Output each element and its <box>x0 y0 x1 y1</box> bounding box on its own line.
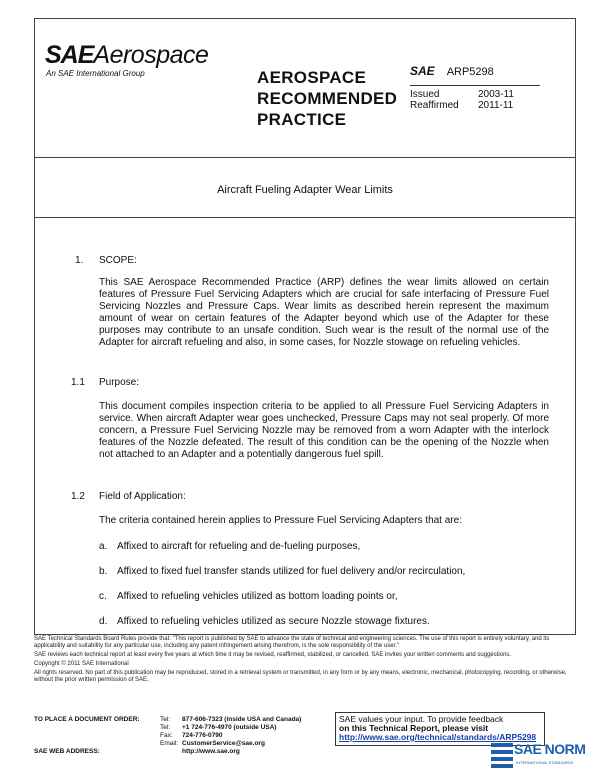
application-intro: The criteria contained herein applies to Pressure Fuel Servicing Adapters that are: <box>99 515 462 526</box>
item-text: Affixed to aircraft for refueling and de-fueling purposes, <box>117 541 361 552</box>
sae-mark: SAE <box>410 64 435 78</box>
divider <box>410 85 540 86</box>
issued-row <box>410 89 550 100</box>
reaffirmed-date: 2011-11 <box>478 100 514 111</box>
logo-tagline: An SAE International Group <box>46 69 145 78</box>
watermark-text: SAE NORM <box>514 741 586 757</box>
footer-copyright: Copyright © 2011 SAE International <box>34 661 129 667</box>
doc-type-line: PRACTICE <box>257 110 347 129</box>
list-item <box>99 566 465 578</box>
section-number: 1. <box>75 255 84 266</box>
fax-label: Fax: <box>160 732 173 739</box>
issued-label: Issued <box>410 89 440 100</box>
email-label: Email: <box>160 740 179 747</box>
email-link[interactable]: CustomerService@sae.org <box>182 740 265 747</box>
sae-aerospace-logo <box>45 43 208 78</box>
section-number: 1.1 <box>71 377 85 388</box>
logo-aerospace: Aerospace <box>93 41 209 69</box>
list-item <box>99 616 430 628</box>
doc-type-line: AEROSPACE <box>257 68 367 87</box>
footer-rights: All rights reserved. No part of this publication may be reproduced, stored in a retrieval system or transmitted, in any form or by any means, electronic, mechanical, photocopying, recording, or otherwise, without the prior written permission of SAE. <box>34 670 567 683</box>
reaffirmed-row <box>410 100 550 111</box>
watermark-subtext: INTERNATIONAL STANDARDS <box>516 760 574 765</box>
tel-outside: +1 724-776-4970 (outside USA) <box>182 724 277 731</box>
title-row <box>35 157 575 218</box>
standard-number: ARP5298 <box>446 66 494 78</box>
web-label: SAE WEB ADDRESS: <box>34 748 100 755</box>
tel-inside: 877-606-7323 (inside USA and Canada) <box>182 716 302 723</box>
item-letter: a. <box>99 541 108 552</box>
scope-paragraph: This SAE Aerospace Recommended Practice (ARP) defines the wear limits allowed on certain features of Pressure Fuel Servicing Adapters which are crucial for safe interfacing of Pressure Fuel Servicing Nozzles and Pressure Caps. Wear limits as described herein represent the maximum amount of wear on certain features of the Adapter beyond which use of the Adapter for these purposes may contribute to an unsafe condition. Such wear is the result of the normal use of the Adapter for aircraft refueling and also, in some cases, for Nozzle stowage on refueling vehicles. <box>99 277 549 348</box>
order-label: TO PLACE A DOCUMENT ORDER: <box>34 716 140 723</box>
section-number: 1.2 <box>71 491 85 502</box>
sae-norm-watermark <box>488 738 598 776</box>
document-title: Aircraft Fueling Adapter Wear Limits <box>217 184 393 196</box>
tel-label: Tel: <box>160 724 171 731</box>
order-contact-block <box>34 716 334 756</box>
item-text: Affixed to fixed fuel transfer stands utilized for fuel delivery and/or recirculation, <box>117 566 466 577</box>
document-header <box>35 19 575 158</box>
footer-rules: SAE Technical Standards Board Rules provide that: "This report is published by SAE to advance the state of technical and engineering sciences. The use of this report is entirely voluntary, and its applicability and suitability for any particular use, including any patent infringement arising therefrom, is the sole responsibility of the user." <box>34 636 550 649</box>
item-text: Affixed to refueling vehicles utilized as secure Nozzle stowage fixtures. <box>117 616 430 627</box>
section-application-heading <box>71 491 186 503</box>
feedback-line-2: on this Technical Report, please visit <box>339 723 489 733</box>
document-frame <box>34 18 576 635</box>
item-text: Affixed to refueling vehicles utilized as bottom loading points or, <box>117 591 398 602</box>
section-title: Purpose: <box>99 377 140 388</box>
item-letter: b. <box>99 566 108 577</box>
feedback-link[interactable]: http://www.sae.org/technical/standards/ARP5298 <box>339 732 537 742</box>
section-title: SCOPE: <box>99 255 137 266</box>
logo-sae: SAE <box>45 41 94 69</box>
standard-info <box>410 64 550 111</box>
document-type <box>257 67 417 130</box>
fax-number: 724-776-0790 <box>182 732 223 739</box>
legal-footer <box>34 636 574 686</box>
section-scope-heading <box>75 255 137 267</box>
footer-review: SAE reviews each technical report at least every five years at which time it may be revised, reaffirmed, stabilized, or cancelled. SAE invites your written comments and suggestions. <box>34 652 512 658</box>
reaffirmed-label: Reaffirmed <box>410 100 459 111</box>
issued-date: 2003-11 <box>478 89 514 100</box>
section-title: Field of Application: <box>99 491 186 502</box>
tel-label: Tel: <box>160 716 171 723</box>
section-purpose-heading <box>71 377 139 389</box>
doc-type-line: RECOMMENDED <box>257 89 398 108</box>
list-item <box>99 541 360 553</box>
item-letter: d. <box>99 616 108 627</box>
web-link[interactable]: http://www.sae.org <box>182 748 240 755</box>
list-item <box>99 591 398 603</box>
item-letter: c. <box>99 591 107 602</box>
purpose-paragraph: This document compiles inspection criteria to be applied to all Pressure Fuel Servicing Adapters in service. When aircraft Adapter wear goes unchecked, Pressure Caps may not seal properly. Of more concern, a Pressure Fuel Servicing Nozzle may be removed from a worn Adapter with the interlock features of the Nozzle defeated. The result of this condition can be the opening of the Nozzle when not attached to an Adapter and a potentially dangerous fuel spill. <box>99 401 549 460</box>
feedback-line-1: SAE values your input. To provide feedback <box>339 714 504 724</box>
